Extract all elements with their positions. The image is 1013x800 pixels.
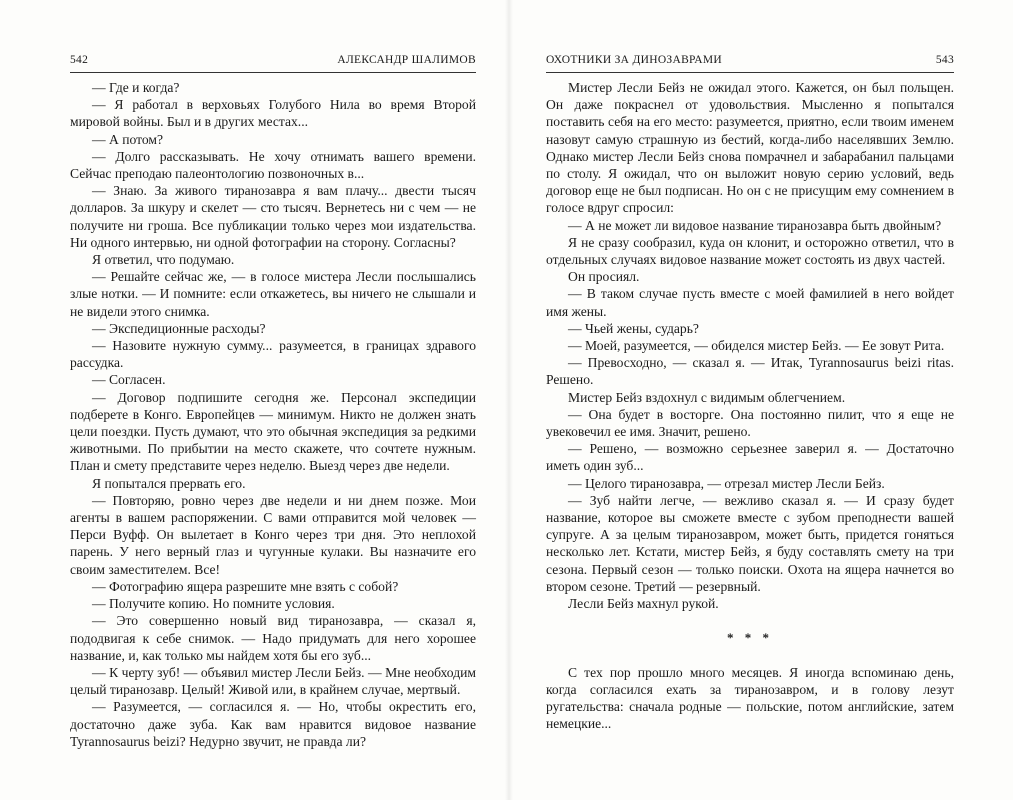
paragraph: — Разумеется, — согласился я. — Но, чтобы окрестить его, достаточно даже зуба. Как вам нравится видовое название Tyrannosaurus beizi? Недурно звучит, не правда ли?	[70, 699, 476, 749]
paragraph: Мистер Бейз вздохнул с видимым облегчением.	[568, 389, 846, 405]
section-break: * * *	[727, 630, 773, 646]
paragraph: С тех пор прошло много месяцев. Я иногда вспоминаю день, когда согласился ехать за тиранозавром, и в голову лезут ругательства: сначала родные — польские, потом английские, затем немецкие...	[546, 664, 954, 732]
paragraph: — Фотографию ящера разрешите мне взять с собой?	[92, 578, 399, 594]
paragraph: — Повторяю, ровно через две недели и ни днем позже. Мои агенты в вашем распоряжении. С вами отправится мой человек — Перси Вуфф. Он вылетает в Конго через три дня. Это неплохой парень. У него верный глаз и чугунные кулаки. Вы назначите его своим заместителем. Все!	[70, 492, 476, 577]
paragraph: — В таком случае пусть вместе с моей фамилией в него войдет имя жены.	[546, 286, 954, 319]
paragraph: — Экспедиционные расходы?	[92, 320, 266, 336]
paragraph: — Чьей жены, сударь?	[568, 320, 699, 336]
right-header-rule	[546, 72, 954, 73]
left-page-text	[70, 79, 476, 750]
paragraph: — Целого тиранозавра, — отрезал мистер Лесли Бейз.	[568, 475, 885, 491]
paragraph: Я попытался прервать его.	[92, 475, 246, 491]
paragraph: — А потом?	[92, 131, 164, 147]
paragraph: — А не может ли видовое название тиранозавра быть двойным?	[568, 217, 942, 233]
paragraph: — Договор подпишите сегодня же. Персонал экспедиции подберете в Конго. Европейцев — минимум. Никто не должен знать цели поездки. Пусть думают, что это обычная экспедиция за редкими животными. По прибытии на место скажете, что сочтете нужным. План и смету представите через неделю. Выезд через две недели.	[70, 389, 476, 474]
paragraph: Я не сразу сообразил, куда он клонит, и осторожно ответил, что в отдельных случаях видовое название может состоять из двух частей.	[546, 234, 954, 268]
paragraph: Лесли Бейз махнул рукой.	[568, 596, 719, 612]
paragraph: — Превосходно, — сказал я. — Итак, Tyrannosaurus beizi ritas. Решено.	[546, 355, 954, 388]
paragraph: — Получите копию. Но помните условия.	[92, 596, 335, 612]
paragraph: — Зуб найти легче, — вежливо сказал я. — И сразу будет название, которое вы сможете вместе с зубом преподнести вашей супруге. А за целым тиранозавром, может быть, придется гоняться несколько лет. Кстати, мистер Бейз, я буду составлять смету на три сезона. Первый сезон — только поиски. Охота на ящера начнется во втором сезоне. Третий — резервный.	[546, 492, 954, 594]
paragraph: — Я работал в верховьях Голубого Нила во время Второй мировой войны. Был и в других местах...	[70, 97, 476, 130]
paragraph: — К черту зуб! — объявил мистер Лесли Бейз. — Мне необходим целый тиранозавр. Целый! Живой или, в крайнем случае, мертвый.	[70, 664, 476, 698]
left-page-header	[70, 54, 476, 70]
paragraph: — Она будет в восторге. Она постоянно пилит, что я еще не увековечил ее имя. Значит, решено.	[546, 406, 954, 440]
right-page-header	[546, 54, 954, 70]
left-page	[70, 0, 476, 800]
paragraph: — Где и когда?	[92, 80, 180, 95]
paragraph: — Решено, — возможно серьезнее заверил я. — Достаточно иметь один зуб...	[546, 441, 954, 474]
paragraph: Я ответил, что подумаю.	[92, 252, 235, 268]
book-gutter	[505, 0, 513, 800]
left-running-head: АЛЕКСАНДР ШАЛИМОВ	[337, 54, 476, 66]
left-page-number: 542	[70, 54, 89, 66]
paragraph: — Назовите нужную сумму... разумеется, в границах здравого рассудка.	[70, 338, 476, 371]
right-running-head: ОХОТНИКИ ЗА ДИНОЗАВРАМИ	[546, 54, 723, 66]
paragraph: — Согласен.	[92, 372, 166, 388]
left-header-rule	[70, 72, 476, 73]
paragraph: — Моей, разумеется, — обиделся мистер Бейз. — Ее зовут Рита.	[568, 338, 945, 354]
right-page	[546, 0, 954, 800]
right-page-text	[546, 79, 954, 732]
right-page-number: 543	[935, 54, 954, 66]
paragraph: — Долго рассказывать. Не хочу отнимать вашего времени. Сейчас преподаю палеонтологию позвоночных в...	[70, 148, 476, 182]
paragraph: Он просиял.	[568, 269, 640, 285]
paragraph: — Знаю. За живого тиранозавра я вам плачу... двести тысяч долларов. За шкуру и скелет — сто тысяч. Вернетесь ни с чем — не получите ни гроша. Все публикации только через мои издательства. Ни одного интервью, ни одной фотографии на сторону. Согласны?	[70, 183, 476, 250]
paragraph: Мистер Лесли Бейз не ожидал этого. Кажется, он был польщен. Он даже покраснел от удовольствия. Мысленно я попытался поставить себя на его место: разумеется, приятно, если твоим именем назовут самую страшную из бестий, когда-либо населявших Землю. Однако мистер Лесли Бейз снова помрачнел и забарабанил пальцами по столу. Я ожидал, что он выложит новую серию условий, ведь договор еще не был подписан. Но он с не присущим ему сомнением в голосе вдруг спросил:	[546, 80, 954, 216]
paragraph: — Решайте сейчас же, — в голосе мистера Лесли послышались злые нотки. — И помните: если откажетесь, вы ничего не слышали и не видели этого снимка.	[70, 269, 476, 319]
paragraph: — Это совершенно новый вид тиранозавра, — сказал я, пододвигая к себе снимок. — Надо придумать для него хорошее название, и, как только мы найдем хотя бы его зуб...	[70, 613, 476, 663]
